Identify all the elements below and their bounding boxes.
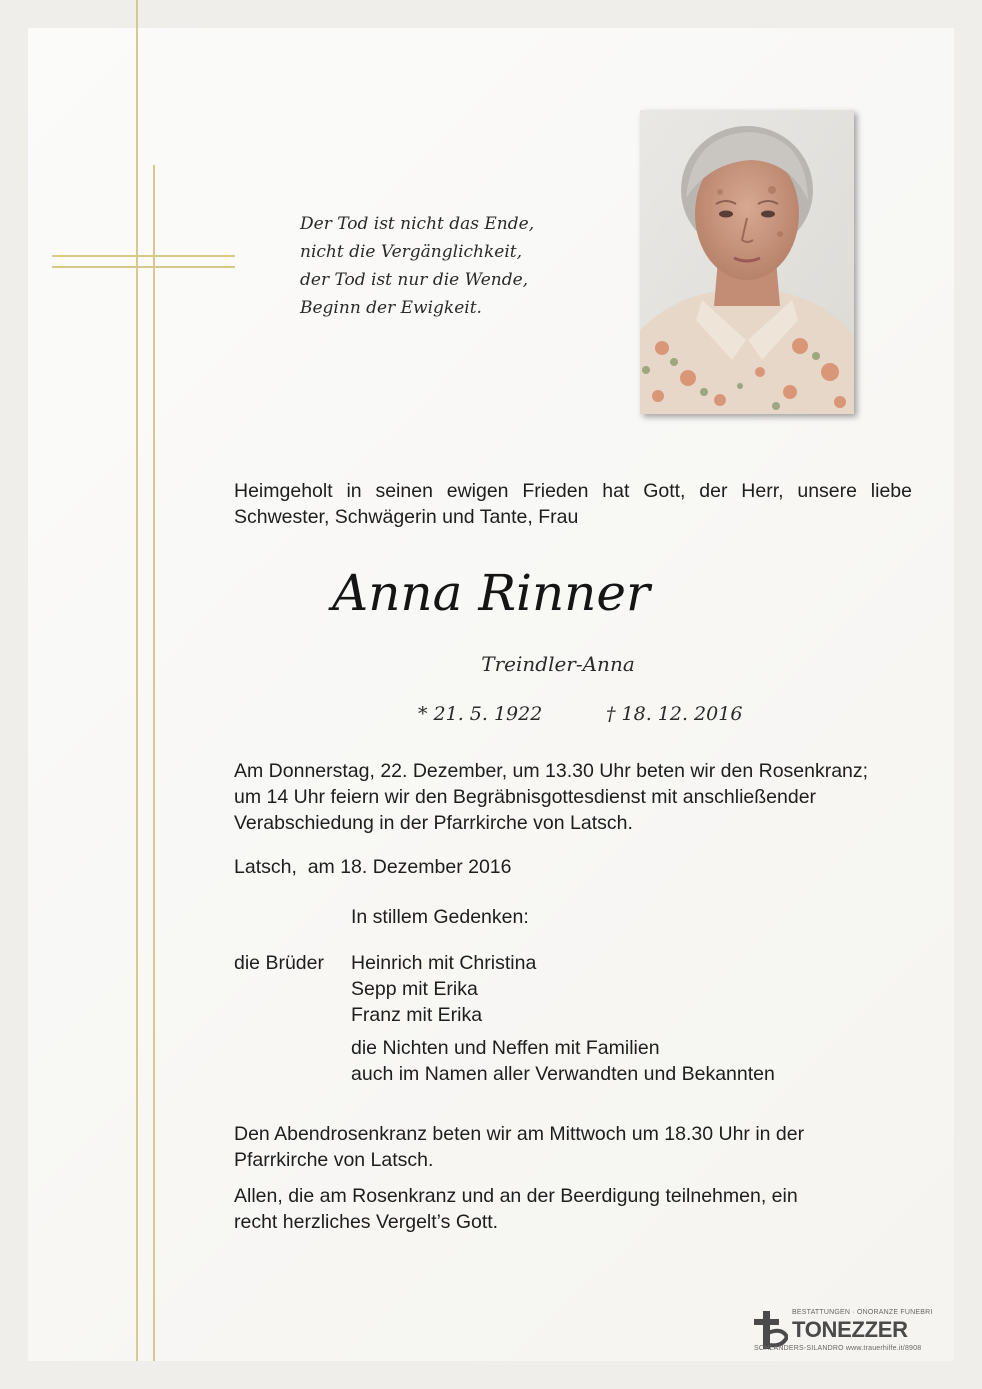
mourners-heading: In stillem Gedenken:: [351, 906, 529, 928]
mourners-names: [351, 950, 536, 1028]
quote-line: Beginn der Ewigkeit.: [300, 298, 482, 318]
thanks-line: recht herzliches Vergelt’s Gott.: [234, 1211, 499, 1233]
quote-line: nicht die Vergänglichkeit,: [300, 242, 523, 262]
place-date: Latsch, am 18. Dezember 2016: [234, 856, 512, 878]
mourner-name: Franz mit Erika: [351, 1004, 483, 1026]
mourners-extra: [351, 1035, 775, 1087]
mourners-group-label: die Brüder: [234, 952, 324, 974]
birth-date: * 21. 5. 1922: [418, 703, 543, 725]
cross-vertical-line-right: [153, 165, 155, 1361]
mourner-name: Heinrich mit Christina: [351, 952, 537, 974]
mourner-extra-line: auch im Namen aller Verwandten und Bekannten: [351, 1063, 775, 1085]
cross-horizontal-line-top: [52, 255, 235, 257]
cross-vertical-line-left: [136, 0, 138, 1361]
mourner-name: Sepp mit Erika: [351, 978, 478, 1000]
service-line: Verabschiedung in der Pfarrkirche von Latsch.: [234, 812, 633, 834]
intro-line: Heimgeholt in seinen ewigen Frieden hat Gott, der Herr, unsere liebe: [234, 480, 912, 502]
memorial-quote: [300, 210, 534, 322]
logo-tagline: BESTATTUNGEN · ONORANZE FUNEBRI: [792, 1309, 933, 1316]
obituary-card: [28, 28, 954, 1361]
quote-line: der Tod ist nur die Wende,: [300, 270, 529, 290]
deceased-name: Anna Rinner: [332, 564, 650, 622]
funeral-home-logo: [754, 1307, 950, 1353]
cross-horizontal-line-bottom: [52, 266, 235, 268]
service-line: Am Donnerstag, 22. Dezember, um 13.30 Uhr beten wir den Rosenkranz;: [234, 760, 869, 782]
thanks-text: [234, 1183, 798, 1235]
deceased-nickname: Treindler-Anna: [481, 652, 635, 676]
service-line: um 14 Uhr feiern wir den Begräbnisgottesdienst mit anschließender: [234, 786, 817, 808]
intro-line: Schwester, Schwägerin und Tante, Frau: [234, 506, 579, 528]
logo-footer: SCHLANDERS-SILANDRO www.trauerhilfe.it/8908: [754, 1345, 922, 1352]
death-date: † 18. 12. 2016: [606, 703, 743, 725]
rosary-line: Den Abendrosenkranz beten wir am Mittwoch um 18.30 Uhr in der: [234, 1123, 805, 1145]
rosary-info: [234, 1121, 804, 1173]
thanks-line: Allen, die am Rosenkranz und an der Beerdigung teilnehmen, ein: [234, 1185, 798, 1207]
logo-brand: TONEZZER: [792, 1317, 908, 1342]
intro-text: [234, 478, 912, 530]
quote-line: Der Tod ist nicht das Ende,: [300, 214, 535, 234]
mourner-extra-line: die Nichten und Neffen mit Familien: [351, 1037, 660, 1059]
rosary-line: Pfarrkirche von Latsch.: [234, 1149, 434, 1171]
service-info: [234, 758, 868, 836]
portrait-photo: [640, 110, 854, 414]
